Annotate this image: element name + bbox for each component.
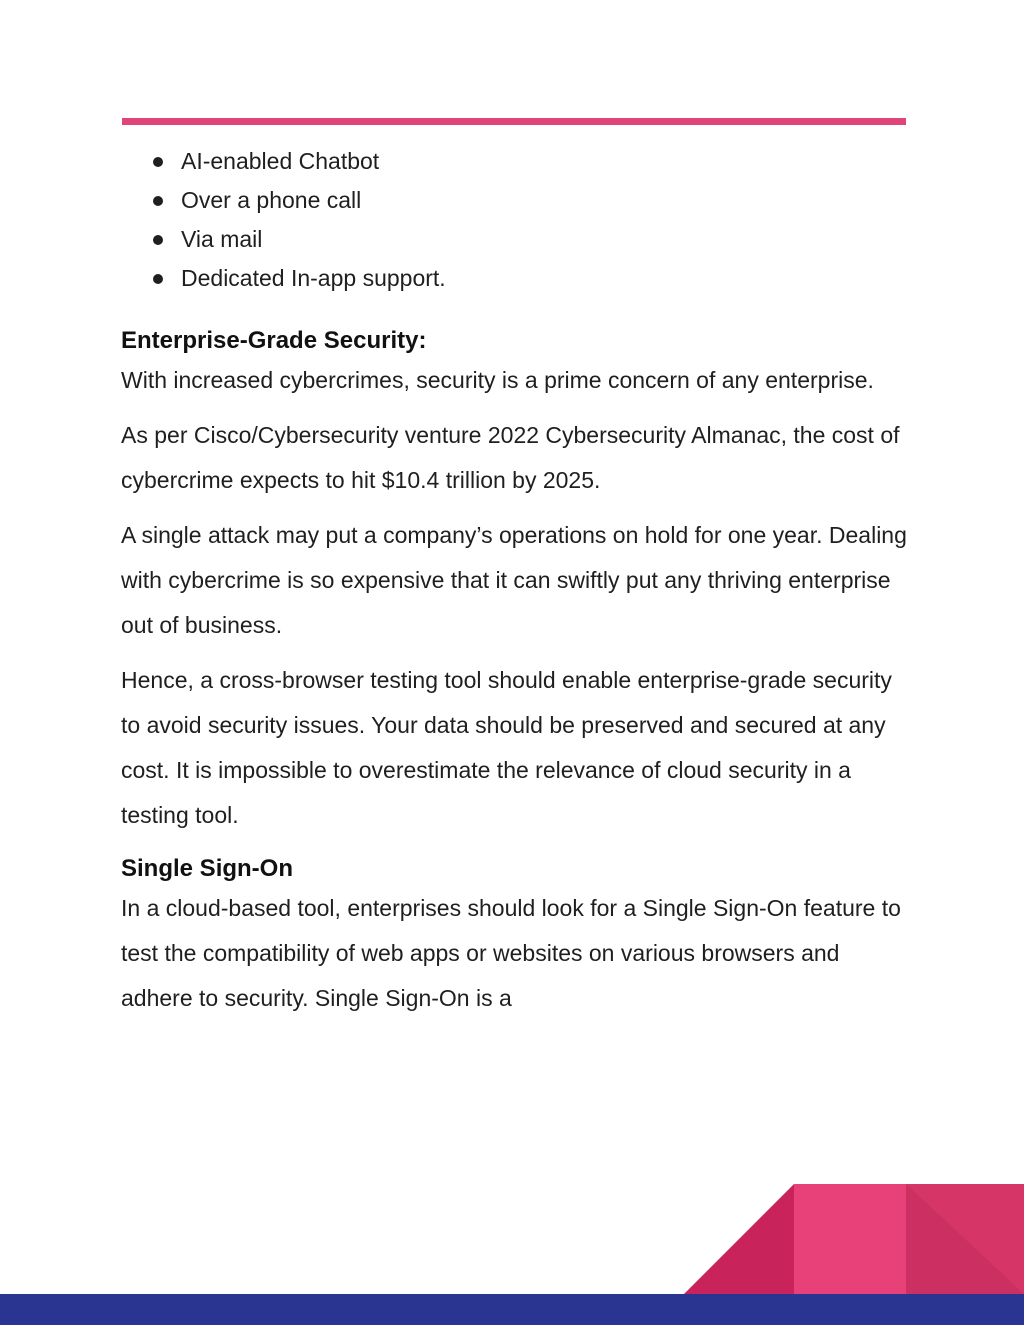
top-accent-rule [122,118,906,125]
corner-block-mid [794,1184,906,1294]
paragraph: Hence, a cross-browser testing tool should enable enterprise-grade security to avoid security issues. Your data should be preserved and secured at any cost. It is impossible to overestimate the relevance of cloud security in a testing tool. [121,667,892,828]
bullet-icon [153,274,163,284]
paragraph: In a cloud-based tool, enterprises should look for a Single Sign-On feature to test the compatibility of web apps or websites on various browsers and adhere to security. Single Sign-On is a [121,895,901,1011]
support-channel-list [121,142,911,298]
paragraph: A single attack may put a company’s operations on hold for one year. Dealing with cybercrime is so expensive that it can swiftly put any thriving enterprise out of business. [121,522,907,638]
list-item: Over a phone call [151,181,911,220]
list-item: Via mail [151,220,911,259]
bullet-icon [153,157,163,167]
document-body [121,142,911,1021]
list-item: AI-enabled Chatbot [151,142,911,181]
paragraph: As per Cisco/Cybersecurity venture 2022 Cybersecurity Almanac, the cost of cybercrime expects to hit $10.4 trillion by 2025. [121,422,900,493]
corner-decoration-graphic [684,1184,1024,1294]
corner-triangle-dark [684,1184,794,1294]
paragraph: With increased cybercrimes, security is a prime concern of any enterprise. [121,367,874,393]
bullet-icon [153,196,163,206]
footer-bar [0,1294,1024,1325]
bullet-icon [153,235,163,245]
list-item: Dedicated In-app support. [151,259,911,298]
section-heading-sso: Single Sign-On [121,855,293,882]
section-heading-security: Enterprise-Grade Security: [121,327,427,354]
